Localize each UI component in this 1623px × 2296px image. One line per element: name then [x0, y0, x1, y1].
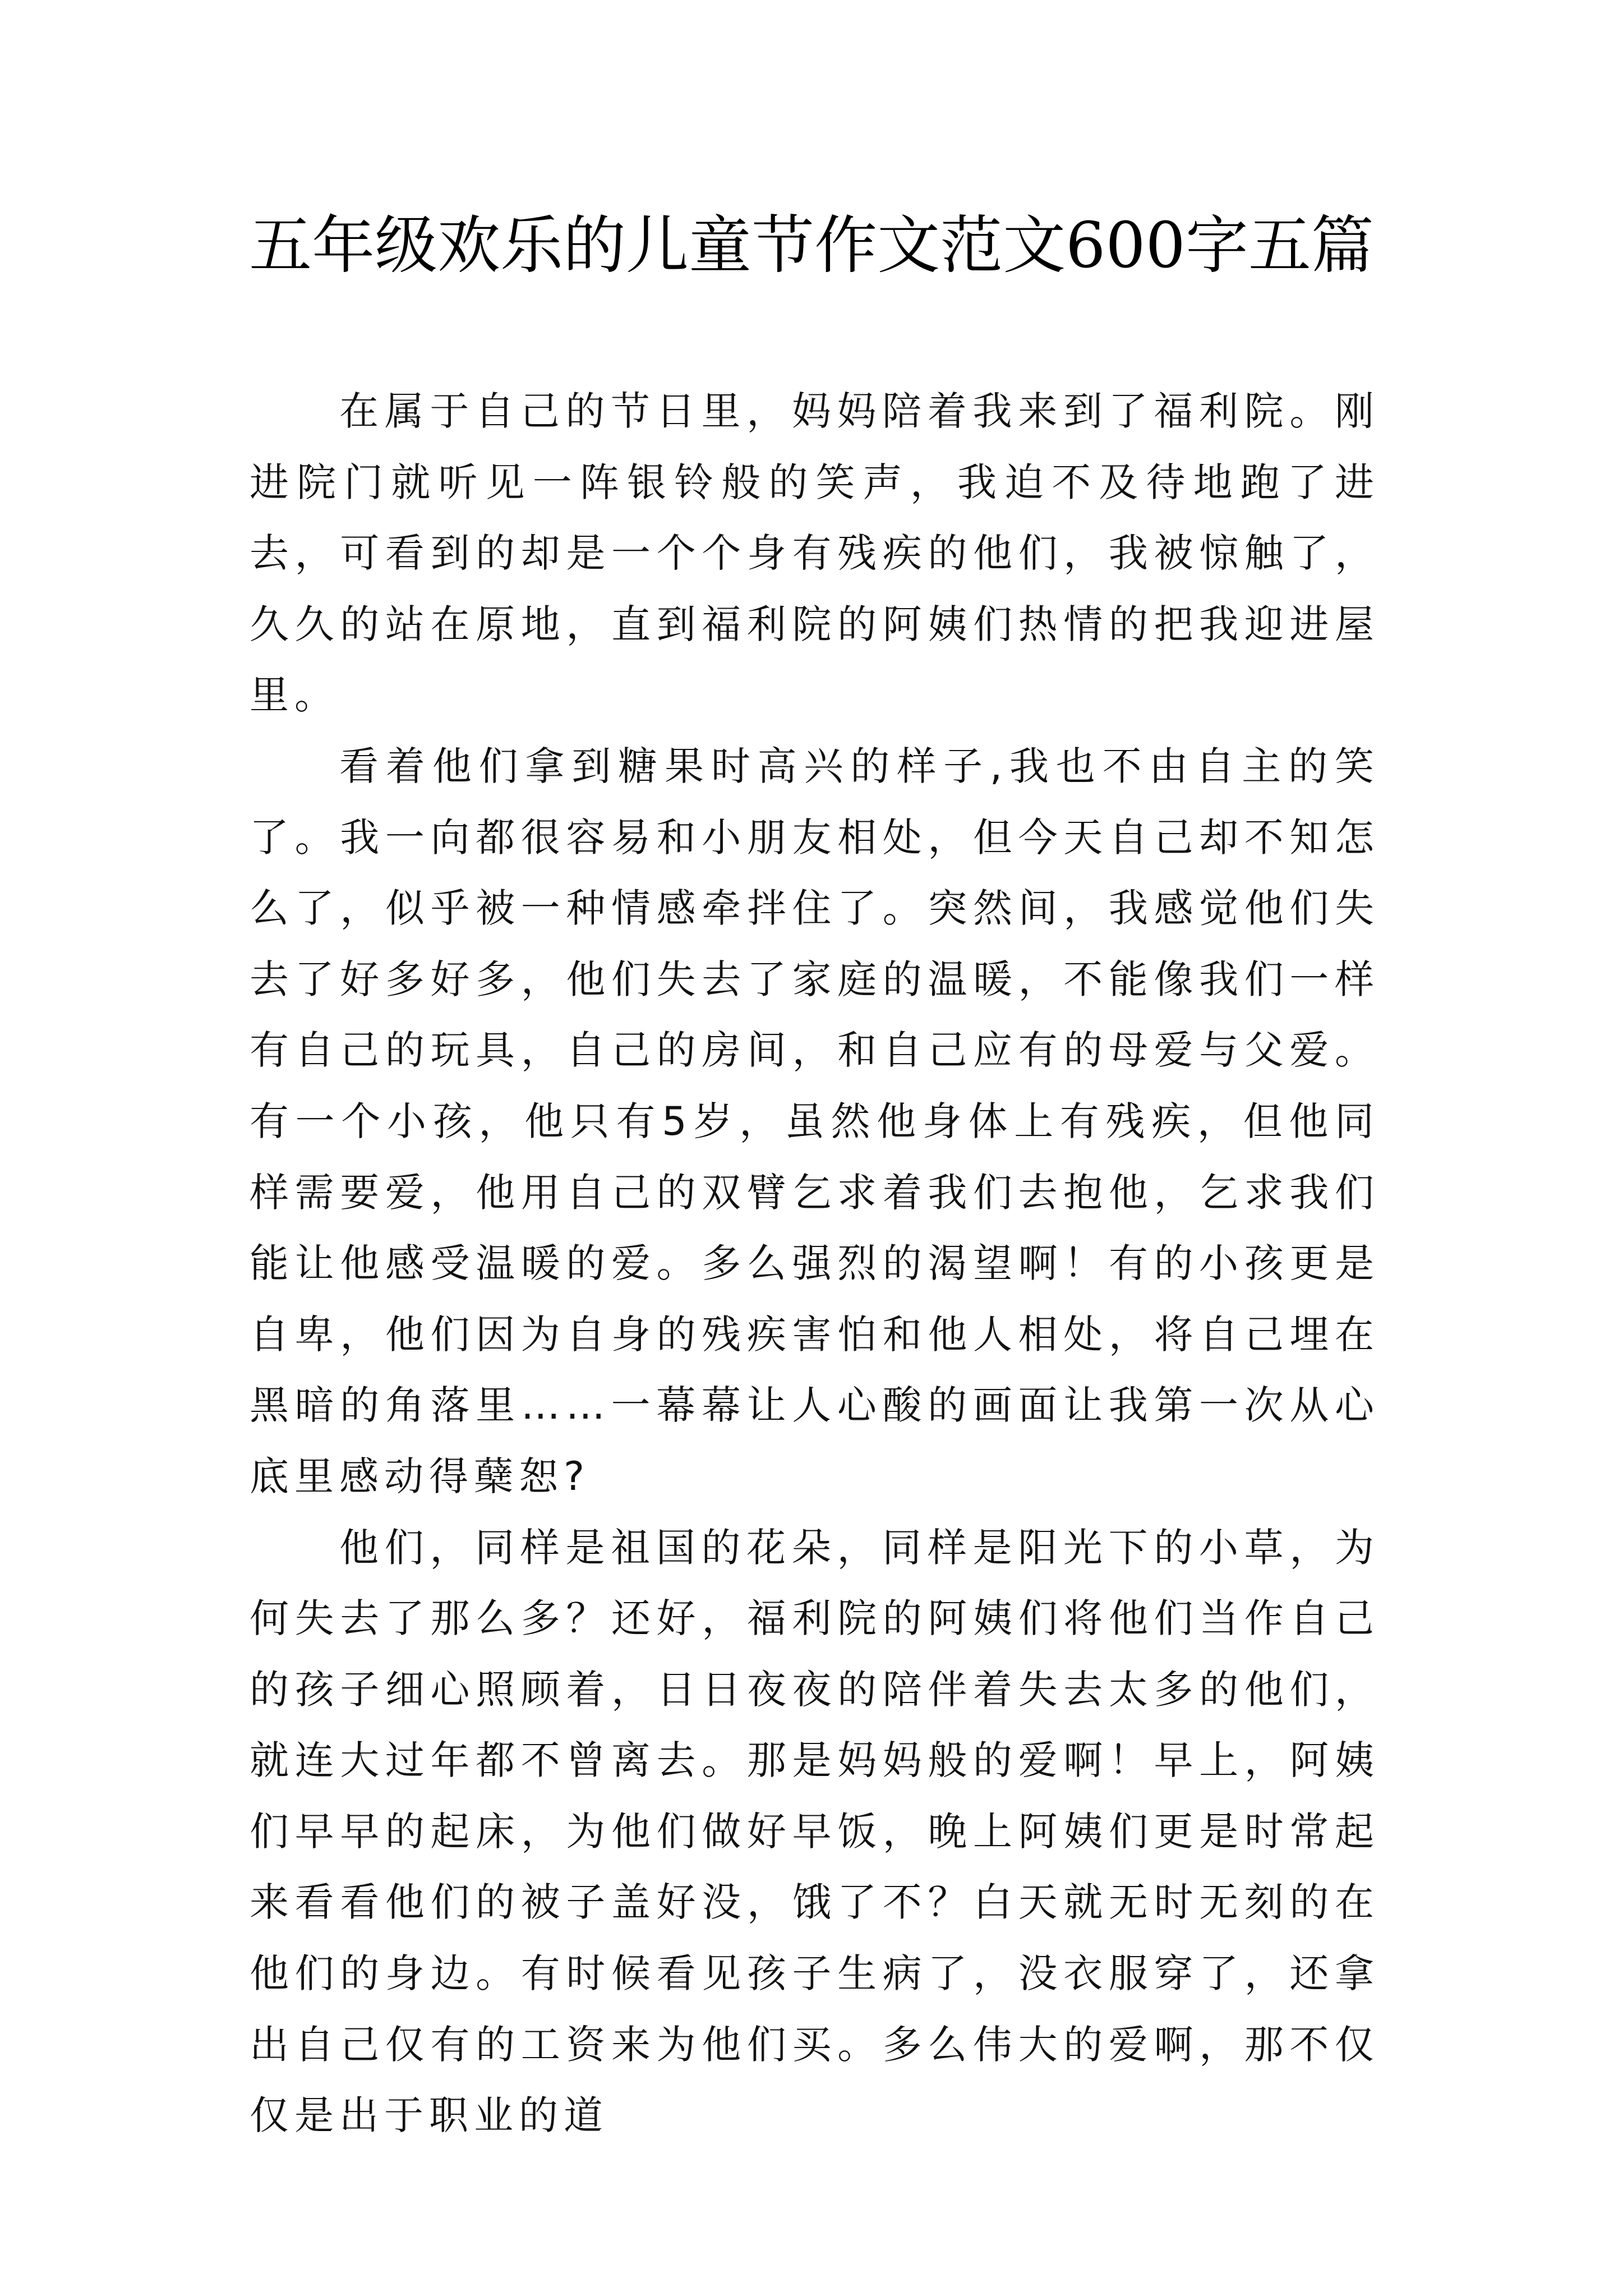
- paragraph-1: 在属于自己的节日里，妈妈陪着我来到了福利院。刚进院门就听见一阵银铃般的笑声，我迫不及待地跑了进去，可看到的却是一个个身有残疾的他们，我被惊触了，久久的站在原地，直到福利院的阿姨们热情的把我迎进屋里。: [250, 388, 1380, 719]
- paragraph-3: 他们，同样是祖国的花朵，同样是阳光下的小草，为何失去了那么多？还好，福利院的阿姨们将他们当作自己的孩子细心照顾着，日日夜夜的陪伴着失去太多的他们，就连大过年都不曾离去。那是妈妈般的爱啊！早上，阿姨们早早的起床，为他们做好早饭，晚上阿姨们更是时常起来看看他们的被子盖好没，饿了不？白天就无时无刻的在他们的身边。有时候看见孩子生病了，没衣服穿了，还拿出自己仅有的工资来为他们买。多么伟大的爱啊，那不仅仅是出于职业的道: [250, 1524, 1380, 2139]
- paragraph-2: 看着他们拿到糖果时高兴的样子,我也不由自主的笑了。我一向都很容易和小朋友相处，但今天自己却不知怎么了，似乎被一种情感牵拌住了。突然间，我感觉他们失去了好多好多，他们失去了家庭的温暖，不能像我们一样有自己的玩具，自己的房间，和自己应有的母爱与父爱。有一个小孩，他只有5岁，虽然他身体上有残疾，但他同样需要爱，他用自己的双臂乞求着我们去抱他，乞求我们能让他感受温暖的爱。多么强烈的渴望啊！有的小孩更是自卑，他们因为自身的残疾害怕和他人相处，将自己埋在黑暗的角落里……一幕幕让人心酸的画面让我第一次从心底里感动得蘖恕?: [250, 743, 1380, 1499]
- document-body: [250, 376, 1380, 2151]
- document-title: 五年级欢乐的儿童节作文范文600字五篇: [249, 209, 1374, 282]
